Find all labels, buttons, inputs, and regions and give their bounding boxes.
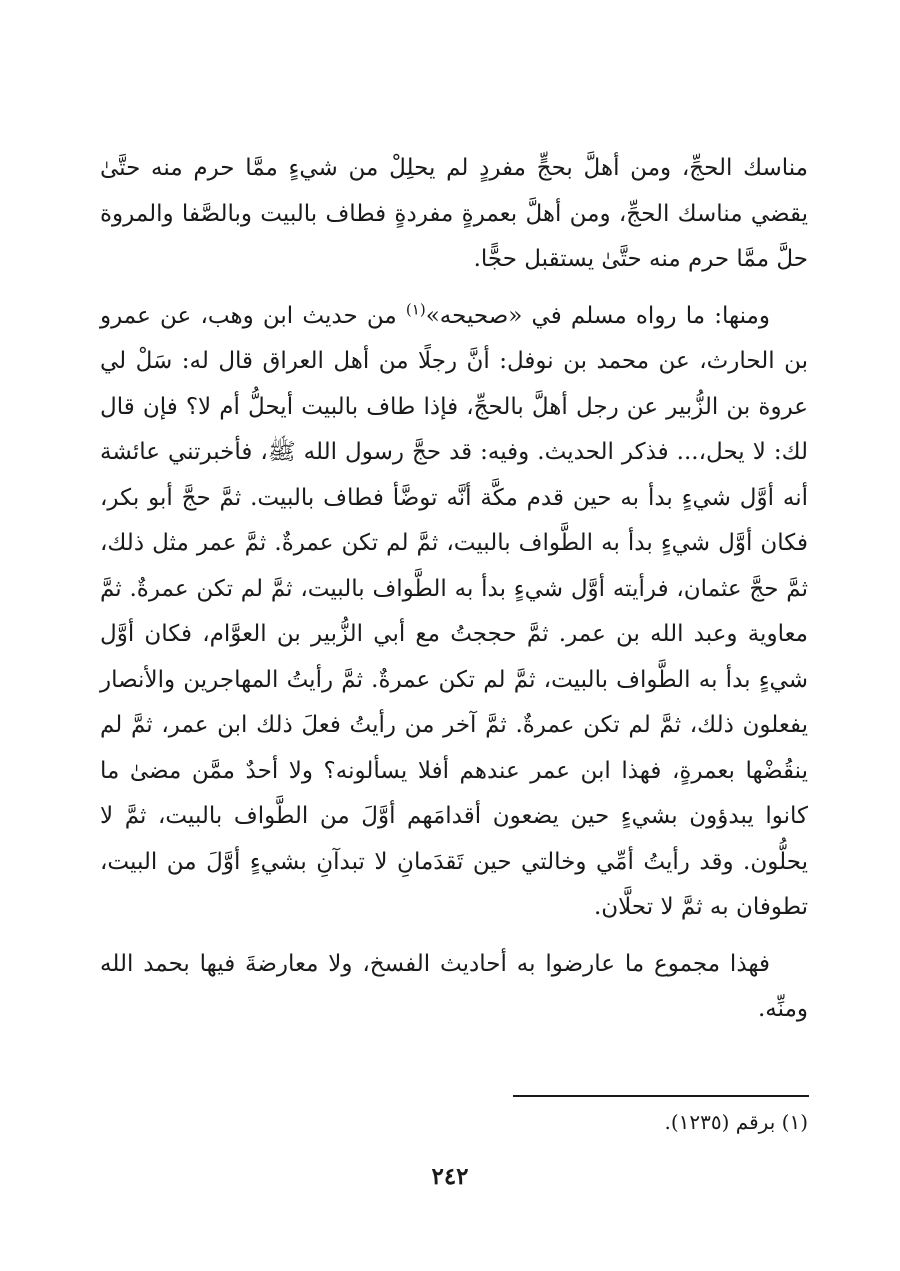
footnote	[664, 1107, 808, 1137]
paragraph-2-body: من حديث ابن وهب، عن عمرو بن الحارث، عن محمد بن نوفل: أنَّ رجلًا من أهل العراق قال له: سَلْ لي عروة بن الزُّبير عن رجل أهلَّ بالحجِّ، فإذا طاف بالبيت أيحلُّ أم لا؟ فإن قال لك: لا يحل،... فذكر الحديث. وفيه: قد حجَّ رسول الله ﷺ، فأخبرتني عائشة أنه أوَّل شيءٍ بدأ به حين قدم مكَّة أنَّه توضَّأ فطاف بالبيت. ثمَّ حجَّ أبو بكر، فكان أوَّل شيءٍ بدأ به الطَّواف بالبيت، ثمَّ لم تكن عمرةٌ. ثمَّ عمر مثل ذلك، ثمَّ حجَّ عثمان، فرأيته أوَّل شيءٍ بدأ به الطَّواف بالبيت، ثمَّ لم تكن عمرةٌ. ثمَّ معاوية وعبد الله بن عمر. ثمَّ حججتُ مع أبي الزُّبير بن العوَّام، فكان أوَّل شيءٍ بدأ به الطَّواف بالبيت، ثمَّ لم تكن عمرةٌ. ثمَّ رأيتُ المهاجرين والأنصار يفعلون ذلك، ثمَّ لم تكن عمرةٌ. ثمَّ آخر من رأيتُ فعلَ ذلك ابن عمر، ثمَّ لم ينقُضْها بعمرةٍ، فهذا ابن عمر عندهم أفلا يسألونه؟ ولا أحدٌ ممَّن مضىٰ ما كانوا يبدؤون بشيءٍ حين يضعون أقدامَهم أوَّلَ من الطَّواف بالبيت، ثمَّ لا يحلُّون. وقد رأيتُ أمِّي وخالتي حين تَقدَمانِ لا تبدآنِ بشيءٍ أوَّلَ من البيت، تطوفان به ثمَّ لا تحلَّان.	[100, 302, 808, 920]
main-text	[100, 146, 808, 1033]
paragraph-2-opening: ومنها: ما رواه مسلم في «صحيحه»	[425, 302, 770, 329]
footnote-marker: (١)	[781, 1110, 808, 1134]
footnote-text: برقم (١٢٣٥).	[664, 1110, 776, 1134]
footnote-reference: (١)	[405, 299, 426, 318]
footnote-divider	[513, 1095, 809, 1097]
page-number: ٢٤٢	[431, 1163, 469, 1190]
paragraph-2	[100, 294, 808, 931]
paragraph-1: مناسك الحجِّ، ومن أهلَّ بحجٍّ مفردٍ لم يحلِلْ من شيءٍ ممَّا حرم منه حتَّىٰ يقضي مناسك الحجِّ، ومن أهلَّ بعمرةٍ مفردةٍ فطاف بالبيت وبالصَّفا والمروة حلَّ ممَّا حرم منه حتَّىٰ يستقبل حجًّا.	[100, 155, 808, 272]
paragraph-3: فهذا مجموع ما عارضوا به أحاديث الفسخ، ولا معارضةَ فيها بحمد الله ومنِّه.	[100, 950, 808, 1022]
